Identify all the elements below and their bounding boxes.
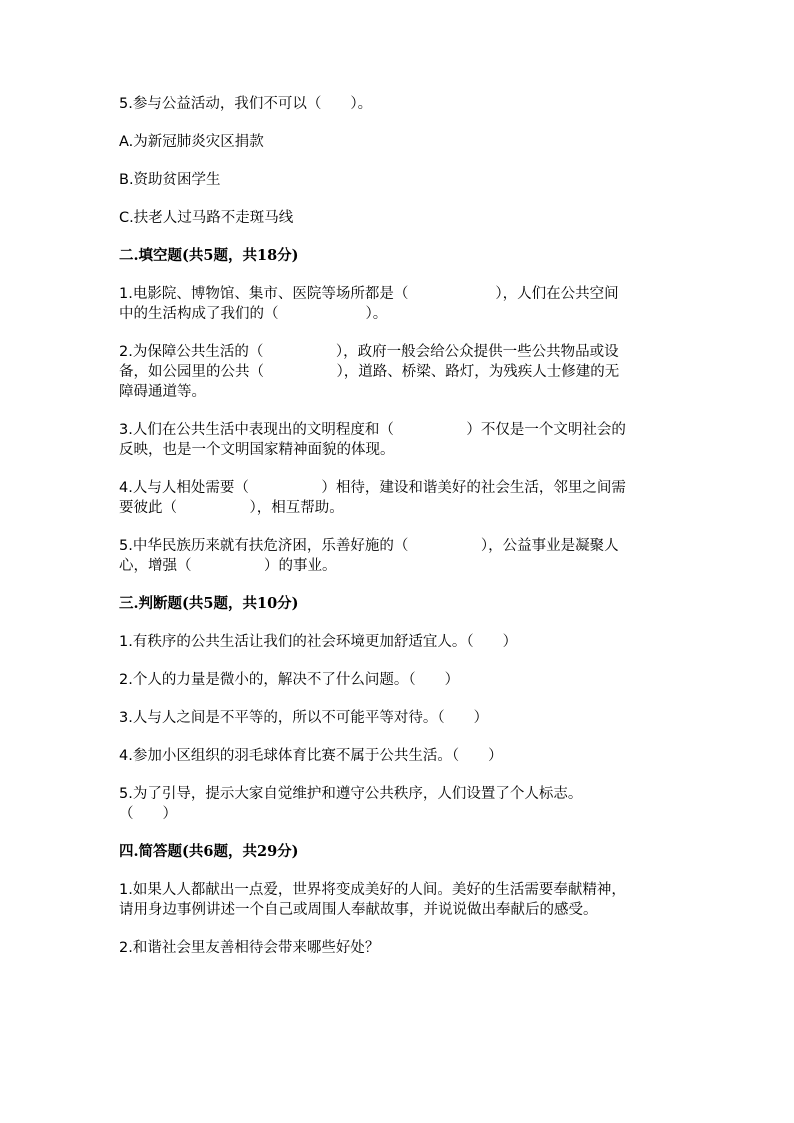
fill-blank-question <box>119 536 679 576</box>
question-line: 中的生活构成了我们的（ ）。 <box>119 306 388 322</box>
question-line: 4.参加小区组织的羽毛球体育比赛不属于公共生活。（ ） <box>119 748 503 764</box>
true-false-question <box>119 632 679 652</box>
question-line: 2.和谐社会里友善相待会带来哪些好处？ <box>119 940 380 956</box>
short-answer-question <box>119 880 679 920</box>
fill-blank-question <box>119 420 679 460</box>
question-line: 备，如公园里的公共（ ），道路、桥梁、路灯，为残疾人士修建的无 <box>119 364 620 380</box>
section-heading-short-answer: 四.简答题(共6题，共29分) <box>119 843 299 860</box>
section-heading-true-false: 三.判断题(共5题，共10分) <box>119 595 299 612</box>
question-line: 障碍通道等。 <box>119 384 206 400</box>
question-5-stem: 5.参与公益活动，我们不可以（ ）。 <box>119 96 373 112</box>
question-line: 5.为了引导，提示大家自觉维护和遵守公共秩序，人们设置了个人标志。 <box>119 786 583 802</box>
question-line: 2.为保障公共生活的（ ），政府一般会给公众提供一些公共物品或设 <box>119 344 619 360</box>
question-line: 4.人与人相处需要（ ）相待，建设和谐美好的社会生活，邻里之间需 <box>119 480 626 496</box>
question-line: 请用身边事例讲述一个自己或周围人奉献故事，并说说做出奉献后的感受。 <box>119 902 598 918</box>
question-line: 1.如果人人都献出一点爱，世界将变成美好的人间。美好的生活需要奉献精神， <box>119 882 626 898</box>
question-line: 5.中华民族历来就有扶危济困，乐善好施的（ ），公益事业是凝聚人 <box>119 538 619 554</box>
question-line: 心，增强（ ）的事业。 <box>119 558 337 574</box>
question-line: 1.有秩序的公共生活让我们的社会环境更加舒适宜人。（ ） <box>119 634 518 650</box>
section-heading-fill-blank: 二.填空题(共5题，共18分) <box>119 247 299 264</box>
fill-blank-question <box>119 342 679 402</box>
option-b: B.资助贫困学生 <box>119 172 221 188</box>
true-false-question <box>119 670 679 690</box>
question-line: （ ） <box>119 806 177 822</box>
option-c: C.扶老人过马路不走斑马线 <box>119 210 294 226</box>
true-false-question <box>119 746 679 766</box>
exam-page <box>119 94 679 976</box>
question-line: 要彼此（ ），相互帮助。 <box>119 500 344 516</box>
true-false-question <box>119 708 679 728</box>
short-answer-question <box>119 938 679 958</box>
question-line: 1.电影院、博物馆、集市、医院等场所都是（ ），人们在公共空间 <box>119 286 619 302</box>
question-line: 2.个人的力量是微小的，解决不了什么问题。（ ） <box>119 672 460 688</box>
fill-blank-question <box>119 478 679 518</box>
true-false-question <box>119 784 679 824</box>
question-line: 3.人们在公共生活中表现出的文明程度和（ ）不仅是一个文明社会的 <box>119 422 626 438</box>
option-a: A.为新冠肺炎灾区捐款 <box>119 134 264 150</box>
fill-blank-question <box>119 284 679 324</box>
question-line: 3.人与人之间是不平等的，所以不可能平等对待。（ ） <box>119 710 489 726</box>
question-line: 反映，也是一个文明国家精神面貌的体现。 <box>119 442 395 458</box>
